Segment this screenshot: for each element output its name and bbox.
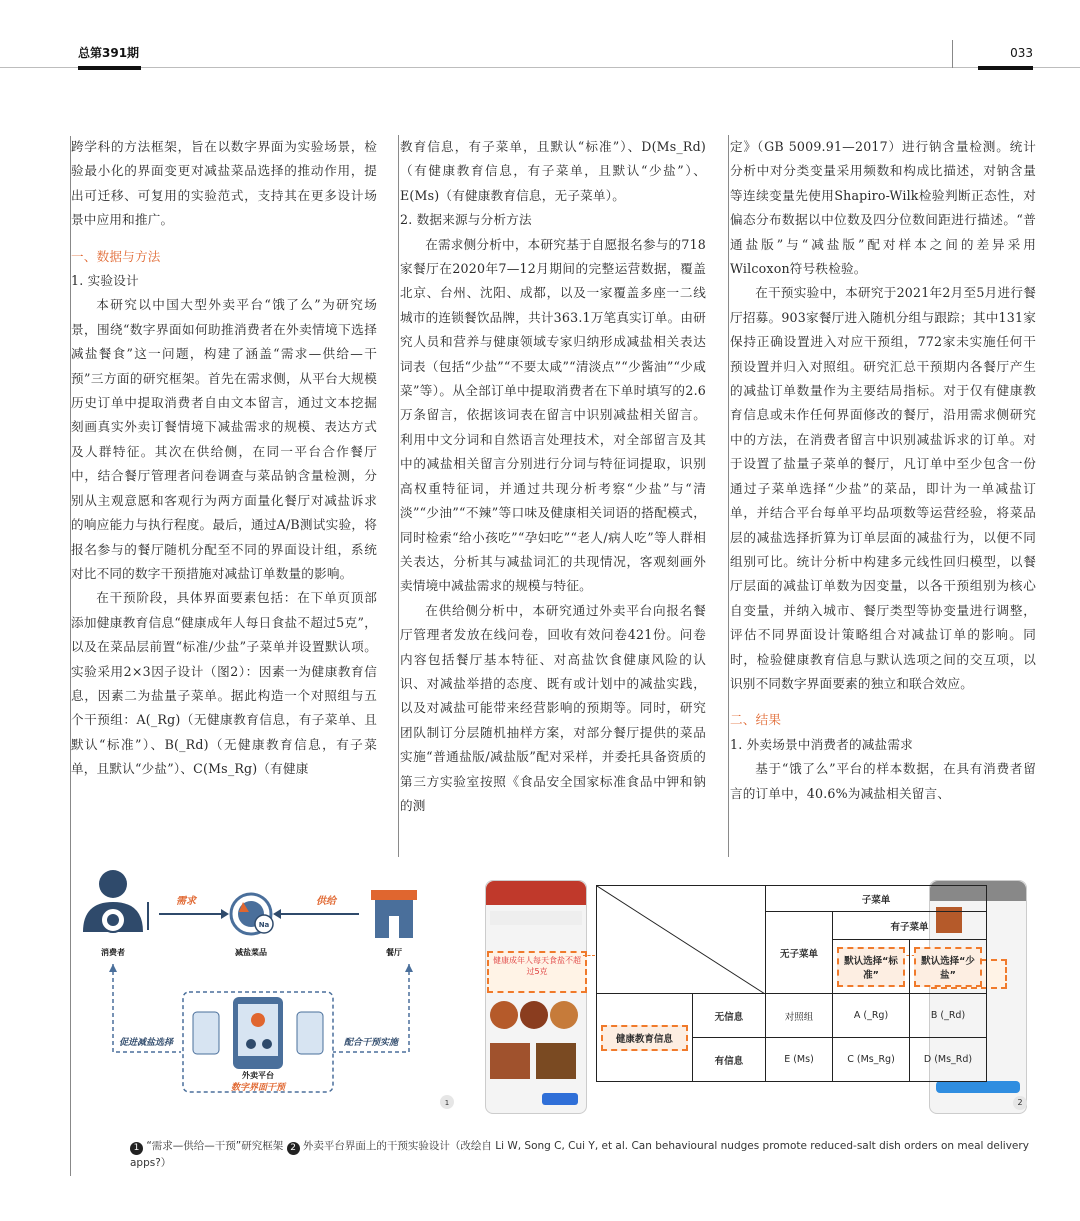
- header-rule-left-accent: [78, 66, 141, 70]
- corner-diagonal: [597, 886, 765, 994]
- paragraph: 在需求侧分析中，本研究基于自愿报名参与的718家餐厅在2020年7—12月期间的完整运营数据，覆盖北京、台州、沈阳、成都，以及一家覆盖多座一二线城市的连锁餐饮品牌，共计363.1万笔真实订单。由研究人员和营养与健康领域专家归纳形成减盐相关表达词表（包括“少盐”“不要太咸”“清淡点”“少酱油”“少咸菜”等）。从全部订单中提取消费者在下单时填写的2.6万条留言，依据该词表在留言中识别减盐相关留言。利用中文分词和自然语言处理技术，对全部留言及其中的减盐相关留言分别进行分词与特征词提取，识别高权重特征词，并通过共现分析考察“少盐”与“清淡”“少油”“不辣”等口味及健康相关词语的搭配模式，同时检索“给小孩吃”“孕妇吃”“老人/病人吃”等人群相关表达，分析其与减盐词汇的共现情况，客观刻画外卖情境中减盐需求的规模与特征。: [400, 236, 706, 594]
- default-low-label: 默认选择“少盐”: [914, 947, 982, 987]
- section-heading: 二、结果: [730, 712, 782, 728]
- sodium-label: Na: [258, 921, 270, 929]
- column-separator: [728, 135, 729, 857]
- consumer-icon: [83, 870, 149, 932]
- design-matrix-table: [596, 885, 987, 1082]
- header-rule: [0, 67, 1080, 68]
- cell-control: 对照组: [766, 994, 833, 1038]
- add-to-cart-button: [936, 1081, 1020, 1093]
- cell-c: C (Ms_Rg): [833, 1038, 910, 1082]
- header-rule-right-accent: [978, 66, 1033, 70]
- caption-text-1: “需求—供给—干预”研究框架: [146, 1140, 284, 1152]
- dish-thumbnail: [490, 1043, 530, 1079]
- dish-label: 减盐菜品: [235, 948, 267, 957]
- dish-thumbnail: [520, 1001, 548, 1029]
- subsection-heading: 1. 外卖场景中消费者的减盐需求: [730, 736, 913, 752]
- cooperate-label: 配合干预实施: [343, 1038, 399, 1048]
- restaurant-label: 餐厅: [386, 948, 402, 957]
- paragraph: 在干预阶段，具体界面要素包括：在下单页顶部添加健康教育信息“健康成年人每日食盐不超过5克”，以及在菜品层前置“标准/少盐”子菜单并设置默认项。实验采用2×3因子设计（图2）：因素一为健康教育信息，因素二为盐量子菜单。据此构造一个对照组与五个干预组：A(_Rg)（无健康教育信息，有子菜单、且默认“标准”）、B(_Rd)（无健康教育信息，有子菜单，且默认“少盐”）、C(Ms_Rg)（有健康: [71, 590, 377, 777]
- header-health-info: [597, 994, 693, 1082]
- checkout-button: [542, 1093, 578, 1105]
- paragraph: 基于“饿了么”平台的样本数据，在具有消费者留言的订单中，40.6%为减盐相关留言、: [730, 761, 1036, 801]
- health-info-label: 健康教育信息: [601, 1025, 688, 1051]
- figure-number-2: 2: [1013, 1096, 1027, 1110]
- header-default-standard: [833, 940, 910, 994]
- header-default-low-salt: [910, 940, 987, 994]
- column-separator: [398, 135, 399, 857]
- header-no-submenu: 无子菜单: [766, 912, 833, 994]
- subsection-heading: 2. 数据来源与分析方法: [400, 212, 532, 228]
- restaurant-icon: [371, 890, 417, 938]
- cell-e: E (Ms): [766, 1038, 833, 1082]
- caption-number-2: 2: [287, 1142, 300, 1155]
- header-submenu: 子菜单: [766, 886, 987, 912]
- paragraph: 在供给侧分析中，本研究通过外卖平台向报名餐厅管理者发放在线问卷，回收有效问卷421份。问卷内容包括餐厅基本特征、对高盐饮食健康风险的认识、对减盐举措的态度、既有或计划中的减盐实践，以及对减盐可能带来经营影响的预期等。同时，研究团队制订分层随机抽样方案，对部分餐厅提供的菜品实施“普通盐版/减盐版”配对采样，并委托具备资质的第三方实验室按照《食品安全国家标准食品中钾和钠的测: [400, 602, 706, 813]
- cell-b: B (_Rd): [910, 994, 987, 1038]
- dish-thumbnail: [550, 1001, 578, 1029]
- cell-a: A (_Rg): [833, 994, 910, 1038]
- connector-line: [583, 955, 595, 956]
- figure-caption: [130, 1138, 1035, 1171]
- table-corner: [597, 886, 766, 994]
- row-has-info: 有信息: [692, 1038, 765, 1082]
- phone-right-icon: [297, 1012, 323, 1054]
- section-heading: 一、数据与方法: [71, 248, 161, 264]
- text-column-3: [730, 135, 1036, 806]
- default-standard-label: 默认选择“标准”: [837, 947, 905, 987]
- text-column-1: [71, 135, 377, 782]
- platform-label: 外卖平台: [242, 1071, 274, 1080]
- framework-diagram: [71, 862, 471, 1112]
- subsection-heading: 1. 实验设计: [71, 273, 139, 289]
- header-has-submenu: 有子菜单: [833, 912, 987, 940]
- paragraph: 本研究以中国大型外卖平台“饿了么”为研究场景，围绕“数字界面如何助推消费者在外卖情境下选择减盐餐食”这一问题，构建了涵盖“需求—供给—干预”三方面的研究框架。首先在需求侧，从平台大规模历史订单中提取消费者自由文本留言，通过文本挖掘刻画真实外卖订餐情境下减盐需求的规模、表达方式及人群特征。其次在供给侧，在同一平台合作餐厅中，结合餐厅管理者问卷调查与菜品钠含量检测，分别从主观意愿和客观行为两方面量化餐厅对减盐诉求的响应能力与执行程度。最后，通过A/B测试实验，将报名参与的餐厅随机分配至不同的界面设计组，系统对比不同的数字干预措施对减盐订单数量的影响。: [71, 297, 377, 581]
- issue-number: 总第391期: [78, 46, 140, 60]
- supply-label: 供给: [316, 896, 336, 907]
- paragraph: 在干预实验中，本研究于2021年2月至5月进行餐厅招募。903家餐厅进入随机分组与跟踪；其中131家保持正确设置进入对应干预组，772家未实施任何干预设置并归入对照组。研究汇总干预期内各餐厅产生的减盐订单数量作为主要结局指标。对于仅有健康教育信息或未作任何界面修改的餐厅，沿用需求侧研究中的方法，在消费者留言中识别减盐诉求的订单。对于设置了盐量子菜单的餐厅，凡订单中至少包含一份通过子菜单选择“少盐”的菜品，即计为一单减盐订单，并结合平台每单平均品项数等运营经验，将菜品层的减盐选择折算为订单层面的减盐行为，以便不同组别可比。统计分析中构建多元线性回归模型，以餐厅层面的减盐订单数为因变量，以各干预组别为核心自变量，并纳入城市、餐厅类型等协变量进行调整，评估不同界面设计策略组合对减盐订单的影响。同时，检验健康教育信息与默认选项之间的交互项，以识别不同数字界面要素的独立和联合效应。: [730, 285, 1036, 691]
- health-banner: 健康成年人每天食盐不超过5克: [487, 951, 587, 993]
- phone-screenshot-left: [485, 880, 587, 1114]
- consumer-label: 消费者: [101, 948, 125, 957]
- row-no-info: 无信息: [692, 994, 765, 1038]
- paragraph: 教育信息，有子菜单，且默认“标准”）、D(Ms_Rd)（有健康教育信息，有子菜单，且默认“少盐”）、E(Ms)（有健康教育信息，无子菜单）。: [400, 139, 706, 203]
- cell-d: D (Ms_Rd): [910, 1038, 987, 1082]
- caption-number-1: 1: [130, 1142, 143, 1155]
- dish-thumbnail: [490, 1001, 518, 1029]
- figure-number-1: 1: [444, 1099, 450, 1107]
- paragraph: 定》（GB 5009.91—2017）进行钠含量检测。统计分析中对分类变量采用频数和构成比描述，对钠含量等连续变量先使用Shapiro-Wilk检验判断正态性，对偏态分布数据以中位数及四分位数间距进行描述。“普通盐版”与“减盐版”配对样本之间的差异采用Wilcoxon符号秩检验。: [730, 139, 1036, 277]
- dish-thumbnail: [536, 1043, 576, 1079]
- header-divider: [952, 40, 953, 68]
- phone-left-icon: [193, 1012, 219, 1054]
- caption-text-2: 外卖平台界面上的干预实验设计（改绘自 Li W, Song C, Cui Y, et al. Can behavioural nudges promote reduced-salt dish orders on meal delivery apps?）: [130, 1140, 1029, 1169]
- demand-label: 需求: [176, 896, 196, 907]
- promote-label: 促进减盐选择: [118, 1038, 174, 1048]
- text-column-2: [400, 135, 706, 818]
- paragraph: 跨学科的方法框架，旨在以数字界面为实验场景，检验最小化的界面变更对减盐菜品选择的推动作用，提出可迁移、可复用的实验范式，支持其在更多设计场景中应用和推广。: [71, 139, 377, 228]
- location-pin-icon: [251, 1013, 265, 1027]
- scooter-icon: [246, 1039, 256, 1049]
- page-number: 033: [1010, 46, 1033, 60]
- interface-label: 数字界面干预: [230, 1083, 286, 1093]
